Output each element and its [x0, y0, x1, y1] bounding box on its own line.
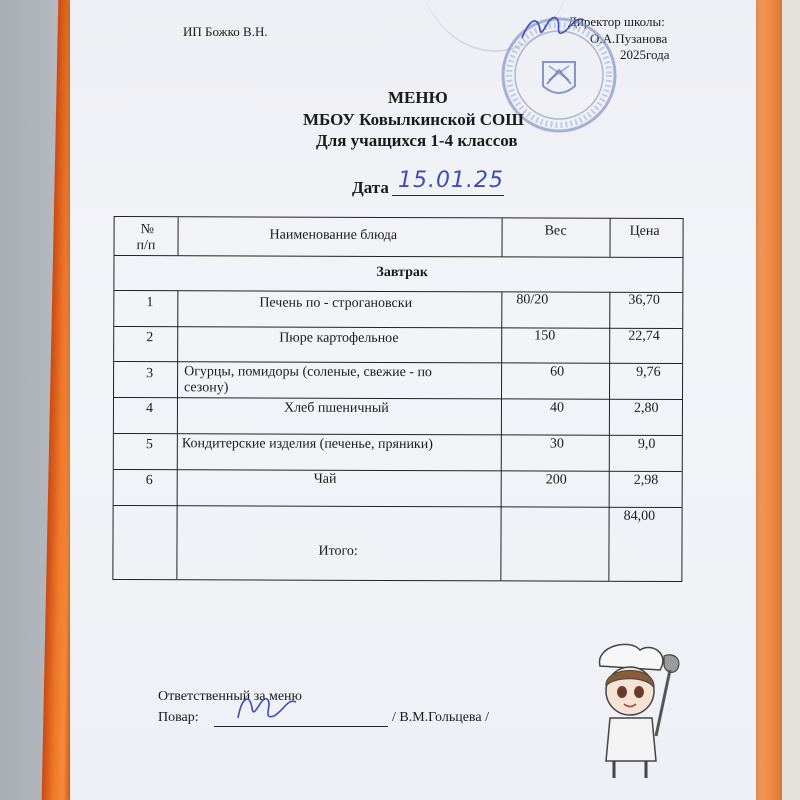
- col-header-price: Цена: [629, 223, 660, 239]
- row-4-weight: 40: [549, 400, 564, 416]
- row-3-num: 3: [146, 366, 154, 382]
- col-header-weight: Вес: [544, 223, 567, 239]
- row-4-price: 2,80: [633, 400, 659, 416]
- row-6-name: Чай: [313, 471, 337, 487]
- date-underline: [392, 195, 504, 196]
- row-3-name: Огурцы, помидоры (соленые, свежие - по: [184, 364, 432, 381]
- row-2-name: Пюре картофельное: [279, 330, 399, 347]
- row-6-price: 2,98: [633, 472, 659, 488]
- row-3-price: 9,76: [636, 364, 661, 380]
- row-5-name: Кондитерские изделия (печенье, пряники): [181, 436, 433, 453]
- row-2-price: 22,74: [628, 328, 660, 344]
- col-header-num-sub: п/п: [136, 238, 156, 254]
- row-3-name-cont: сезону): [184, 380, 229, 396]
- row-1-price: 36,70: [628, 292, 660, 308]
- total-value: 84,00: [623, 508, 656, 524]
- row-1-weight: 80/20: [516, 292, 549, 308]
- grade-range: Для учащихся 1-4 классов: [316, 131, 518, 150]
- row-5-price: 9,0: [637, 436, 656, 452]
- row-5-num: 5: [145, 437, 153, 453]
- total-label: Итого:: [318, 543, 358, 559]
- menu-table: [112, 216, 683, 582]
- section-breakfast: Завтрак: [376, 264, 428, 281]
- responsible-label: Ответственный за меню: [158, 689, 302, 704]
- row-4-num: 4: [145, 401, 153, 417]
- director-name: О.А.Пузанова: [590, 31, 668, 46]
- col-header-num: №: [140, 222, 154, 238]
- date-value: 15.01.25: [398, 168, 504, 193]
- menu-title: МЕНЮ: [388, 88, 448, 107]
- row-1-name: Печень по - строгановски: [259, 295, 413, 312]
- row-6-weight: 200: [545, 472, 567, 488]
- cook-name: / В.М.Гольцева /: [392, 710, 489, 725]
- chef-girl-illustration: [560, 636, 710, 786]
- col-header-name: Наименование блюда: [269, 227, 398, 243]
- director-title: Директор школы:: [568, 14, 665, 29]
- approval-year: 2025года: [620, 47, 670, 62]
- row-4-name: Хлеб пшеничный: [283, 400, 389, 416]
- director-signature: [518, 8, 588, 48]
- row-6-num: 6: [145, 473, 153, 489]
- row-2-weight: 150: [534, 328, 556, 344]
- school-name: МБОУ Ковылкинской СОШ: [303, 110, 524, 129]
- row-2-num: 2: [146, 330, 154, 346]
- entrepreneur-name: ИП Божко В.Н.: [183, 24, 268, 39]
- row-5-weight: 30: [549, 436, 564, 452]
- row-3-weight: 60: [550, 364, 565, 380]
- cook-label: Повар:: [158, 710, 199, 725]
- cook-signature: [232, 688, 302, 728]
- row-1-num: 1: [146, 295, 154, 311]
- date-label: Дата: [352, 178, 389, 197]
